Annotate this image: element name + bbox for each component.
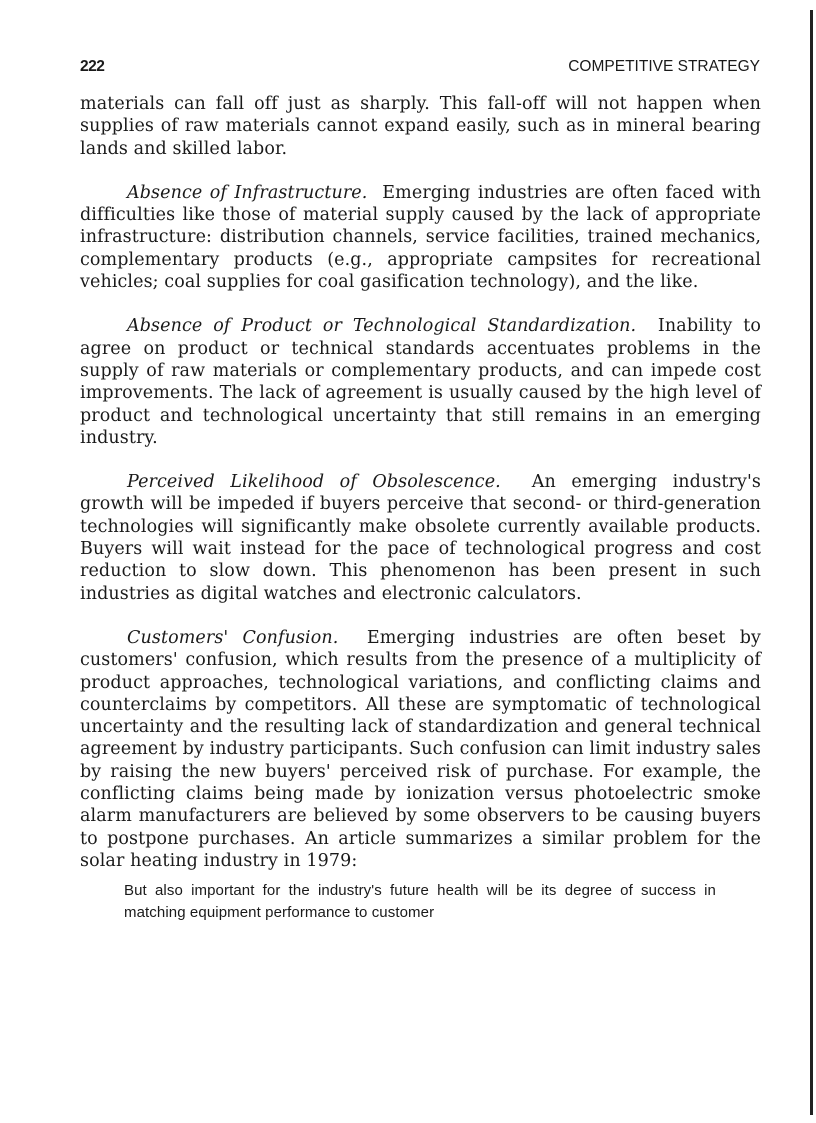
running-head: COMPETITIVE STRATEGY (568, 58, 760, 75)
paragraph-text: materials can fall off just as sharply. This fall-off will not happen when supplies of raw materials cannot expand easily, such as in mineral bearing lands and skilled labor. (80, 94, 761, 159)
paragraph-text: Inability to agree on product or technical standards accentuates problems in the supply of raw materials or complementary products, and can impede cost improvements. The lack of agreement is usually caused by the high level of product and technological uncertainty that still remains in an emerging industry. (80, 316, 761, 448)
block-quote: But also important for the industry's future health will be its degree of success in matching equipment performance to customer (124, 882, 716, 922)
paragraph-text: Emerging industries are often faced with difficulties like those of material supply caused by the lack of appropriate infrastructure: distribution channels, service facilities, trained mechanics, complementary products (e.g., appropriate campsites for recreational vehicles; coal supplies for coal gasification technology), and the like. (80, 182, 762, 293)
paragraph-text: Emerging industries are often beset by customers' confusion, which results from the presence of a multiplicity of product approaches, technological variations, and conflicting claims and counterclaims by competitors. All these are symptomatic of technological uncertainty and the resulting lack of standardization and general technical agreement by industry participants. Such confusion can limit industry sales by raising the new buyers' perceived risk of purchase. For example, the conflicting claims being made by ionization versus photoelectric smoke alarm manufacturers are believed by some observers to be causing buyers to postpone purchases. An article summarizes a similar problem for the solar heating industry in 1979: (80, 627, 761, 871)
section-heading: Absence of Infrastructure. (127, 182, 368, 203)
paragraph-obsolescence (80, 471, 761, 605)
page-header (80, 58, 760, 78)
paragraph-confusion (80, 627, 761, 872)
page-edge-line (810, 10, 813, 1115)
page-number: 222 (80, 58, 105, 75)
section-heading: Customers' Confusion. (127, 627, 339, 648)
paragraph-standardization (80, 315, 761, 449)
paragraph-text: An emerging industry's growth will be impeded if buyers perceive that second- or third-generation technologies will significantly make obsolete currently available products. Buyers will wait instead for the pace of technological progress and cost reduction to slow down. This phenomenon has been present in such industries as digital watches and electronic calculators. (80, 472, 762, 604)
paragraph-infrastructure (80, 182, 761, 293)
body-text (80, 93, 761, 924)
paragraph-continuation (80, 93, 761, 160)
section-heading: Perceived Likelihood of Obsolescence. (127, 472, 501, 493)
section-heading: Absence of Product or Technological Standardization. (127, 316, 637, 337)
